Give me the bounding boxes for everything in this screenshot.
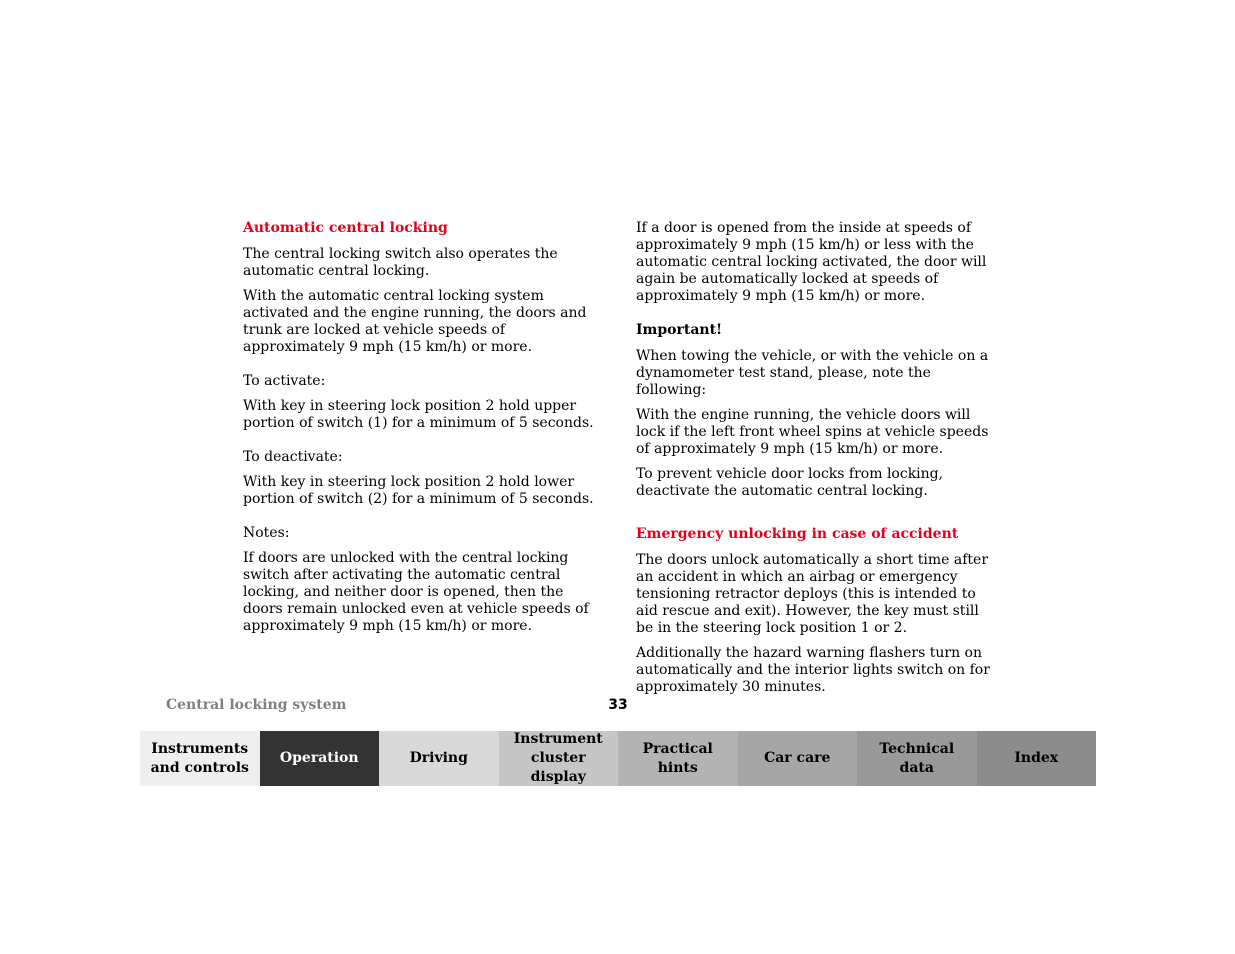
- deactivate-text: With key in steering lock position 2 hold lower portion of switch (2) for a minimum of 5 seconds.: [243, 474, 594, 507]
- footer-section-title: Central locking system: [166, 697, 347, 713]
- notes-label: Notes:: [243, 525, 290, 541]
- right-column: [636, 220, 998, 704]
- deactivate-label: To deactivate:: [243, 449, 343, 465]
- tab-technical-data[interactable]: Technical data: [857, 731, 977, 786]
- important-label: Important!: [636, 322, 723, 338]
- paragraph: With the automatic central locking system activated and the engine running, the doors and trunk are locked at vehicle speeds of approximately 9 mph (15 km/h) or more.: [243, 288, 587, 355]
- page-number: 33: [608, 697, 628, 713]
- paragraph: To prevent vehicle door locks from locking, deactivate the automatic central locking.: [636, 466, 944, 499]
- tab-car-care[interactable]: Car care: [738, 731, 858, 786]
- paragraph: When towing the vehicle, or with the vehicle on a dynamometer test stand, please, note the following:: [636, 348, 989, 398]
- activate-label: To activate:: [243, 373, 326, 389]
- tab-practical-hints[interactable]: Practical hints: [618, 731, 738, 786]
- left-column: [243, 220, 605, 643]
- paragraph: The central locking switch also operates the automatic central locking.: [243, 246, 558, 279]
- chapter-nav-bar: [140, 731, 1096, 786]
- tab-instrument-cluster-display[interactable]: Instrument cluster display: [499, 731, 619, 786]
- tab-index[interactable]: Index: [977, 731, 1097, 786]
- paragraph: Additionally the hazard warning flashers turn on automatically and the interior lights switch on for approximately 30 minutes.: [636, 645, 990, 695]
- paragraph: The doors unlock automatically a short time after an accident in which an airbag or emergency tensioning retractor deploys (this is intended to aid rescue and exit). However, the key must still be in the steering lock position 1 or 2.: [636, 552, 989, 636]
- tab-instruments-and-controls[interactable]: Instruments and controls: [140, 731, 260, 786]
- paragraph: If a door is opened from the inside at speeds of approximately 9 mph (15 km/h) or less with the automatic central locking activated, the door will again be automatically locked at speeds of approximately 9 mph (15 km/h) or more.: [636, 220, 987, 304]
- tab-driving[interactable]: Driving: [379, 731, 499, 786]
- paragraph: With the engine running, the vehicle doors will lock if the left front wheel spins at vehicle speeds of approximately 9 mph (15 km/h) or more.: [636, 407, 989, 457]
- section-heading-emergency-unlocking: Emergency unlocking in case of accident: [636, 526, 959, 542]
- tab-operation[interactable]: Operation: [260, 731, 380, 786]
- notes-text: If doors are unlocked with the central locking switch after activating the automatic central locking, and neither door is opened, then the doors remain unlocked even at vehicle speeds of approximately 9 mph (15 km/h) or more.: [243, 550, 589, 634]
- activate-text: With key in steering lock position 2 hold upper portion of switch (1) for a minimum of 5 seconds.: [243, 398, 594, 431]
- section-heading-automatic-locking: Automatic central locking: [243, 220, 448, 236]
